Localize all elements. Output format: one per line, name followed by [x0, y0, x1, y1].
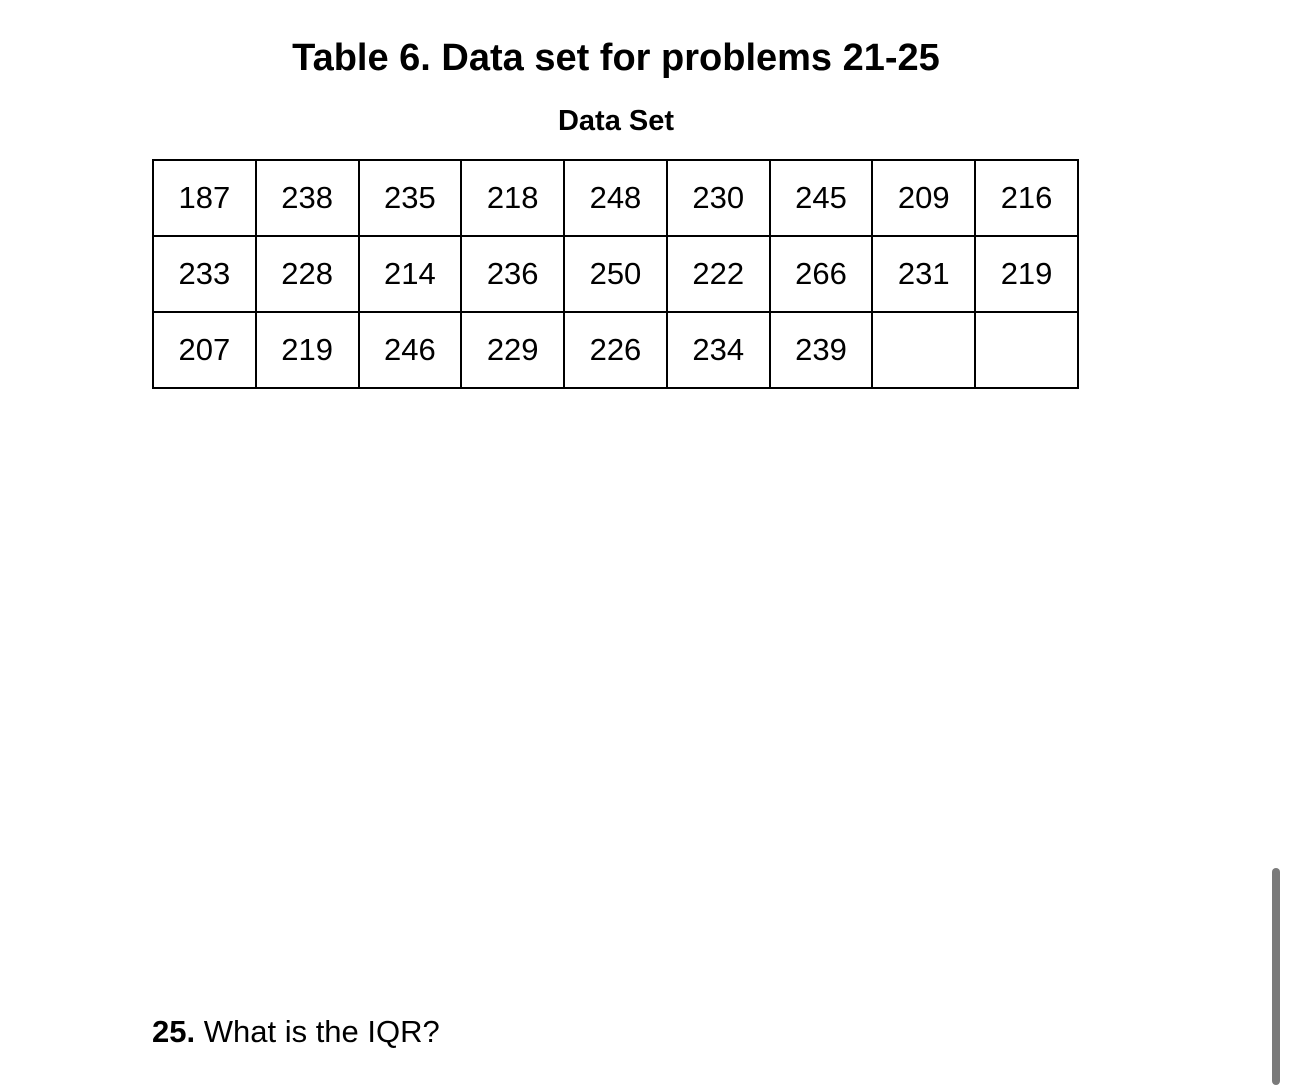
table-cell: 266: [770, 236, 873, 312]
table-cell: 235: [359, 160, 462, 236]
data-set-table: [152, 159, 1079, 389]
question-number: 25.: [152, 1014, 196, 1049]
table-cell-empty: [975, 312, 1078, 388]
table-cell: 207: [153, 312, 256, 388]
table-cell: 187: [153, 160, 256, 236]
table-cell: 229: [461, 312, 564, 388]
table-cell: 245: [770, 160, 873, 236]
page-title: Table 6. Data set for problems 21-25: [292, 37, 940, 79]
table-cell: 218: [461, 160, 564, 236]
table-cell: 238: [256, 160, 359, 236]
table-cell: 236: [461, 236, 564, 312]
table-cell: 226: [564, 312, 667, 388]
table-row: [153, 236, 1078, 312]
table-caption: Data Set: [557, 105, 675, 137]
table-cell: 216: [975, 160, 1078, 236]
table-cell: 219: [256, 312, 359, 388]
table-cell: 230: [667, 160, 770, 236]
vertical-scrollbar-thumb[interactable]: [1272, 868, 1280, 1085]
table-cell: 250: [564, 236, 667, 312]
table-cell: 209: [872, 160, 975, 236]
table-cell: 228: [256, 236, 359, 312]
table-cell: 239: [770, 312, 873, 388]
table-cell: 219: [975, 236, 1078, 312]
table-cell-empty: [872, 312, 975, 388]
table-cell: 214: [359, 236, 462, 312]
table-row: [153, 312, 1078, 388]
table-cell: 248: [564, 160, 667, 236]
table-cell: 234: [667, 312, 770, 388]
table-cell: 222: [667, 236, 770, 312]
table-cell: 233: [153, 236, 256, 312]
table-cell: 246: [359, 312, 462, 388]
question-text: What is the IQR?: [195, 1014, 440, 1049]
table-row: [153, 160, 1078, 236]
table-cell: 231: [872, 236, 975, 312]
question-25: [152, 1012, 440, 1052]
